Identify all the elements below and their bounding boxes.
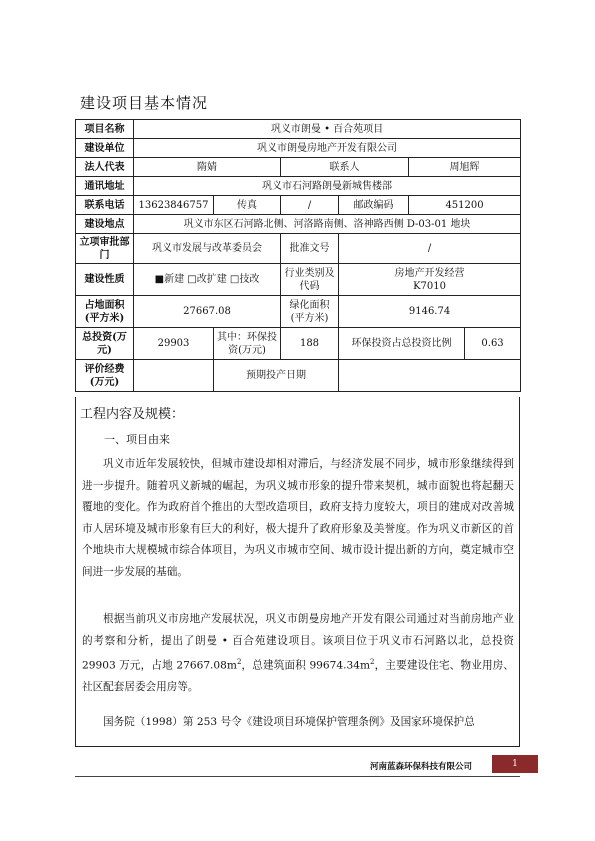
postcode-label: 邮政编码 xyxy=(339,196,409,215)
contact-label: 联系人 xyxy=(281,158,409,177)
project-name-value: 巩义市朗曼 • 百合苑项目 xyxy=(134,120,521,139)
paragraph-2-text-a: 根据当前巩义市房地产发展状况，巩义市朗曼房地产开发有限公司通过对当前房地产业的考察和分析，提出了朗曼 • 百合苑建设项目。该项目位于巩义市石河路以北，总投资 29903 万元，占地 27667.08m xyxy=(82,613,514,672)
location-value: 巩义市东区石河路北侧、河洛路南侧、洛神路西侧 D-03-01 地块 xyxy=(134,215,521,234)
superscript-2b: 2 xyxy=(370,658,375,666)
prod-date-value xyxy=(339,360,521,392)
approval-dept-value: 巩义市发展与改革委员会 xyxy=(134,234,281,264)
page-number: 1 xyxy=(492,755,538,773)
fax-label: 传真 xyxy=(214,196,281,215)
eval-fee-value xyxy=(134,360,214,392)
location-label: 建设地点 xyxy=(76,215,134,234)
nature-value: ■新建 □改扩建 □技改 xyxy=(134,264,281,296)
industry-label: 行业类别及代码 xyxy=(281,264,339,296)
builder-value: 巩义市朗曼房地产开发有限公司 xyxy=(134,139,521,158)
area-value: 27667.08 xyxy=(134,296,281,328)
env-invest-label: 其中：环保投资(万元) xyxy=(214,328,281,360)
env-ratio-label: 环保投资占总投资比例 xyxy=(339,328,465,360)
eval-fee-label: 评价经费(万元) xyxy=(76,360,134,392)
footer-company: 河南蓝森环保科技有限公司 xyxy=(370,762,473,772)
env-invest-value: 188 xyxy=(281,328,339,360)
address-value: 巩义市石河路朗曼新城售楼部 xyxy=(134,177,521,196)
approval-dept-label: 立项审批部门 xyxy=(76,234,134,264)
page-heading: 建设项目基本情况 xyxy=(80,94,209,112)
phone-value: 13623846757 xyxy=(134,196,214,215)
industry-name: 房地产开发经营 xyxy=(394,267,465,279)
fax-value: / xyxy=(281,196,339,215)
paragraph-3: 国务院（1998）第 253 号令《建设项目环境保护管理条例》及国家环境保护总 xyxy=(103,716,475,728)
green-label: 绿化面积(平方米) xyxy=(281,296,339,328)
address-label: 通讯地址 xyxy=(76,177,134,196)
postcode-value: 451200 xyxy=(409,196,521,215)
project-name-label: 项目名称 xyxy=(76,120,134,139)
paragraph-1: 巩义市近年发展较快，但城市建设却相对滞后，与经济发展不同步，城市形象继续得到进一步提升。随着巩义新城的崛起，为巩义城市形象的提升带来契机，城市面貌也将起翻天覆地的变化。作为政府首个推出的大型改造项目，政府支持力度较大，项目的建成对改善城市人居环境及城市形象有巨大的利好，极大提升了政府形象及美誉度。作为巩义市新区的首个地块市大规模城市综合体项目，为巩义市城市空间、城市设计提出新的方向，奠定城市空间进一步发展的基础。 xyxy=(82,458,514,578)
superscript-2a: 2 xyxy=(236,658,242,666)
section-title: 工程内容及规模： xyxy=(80,407,185,422)
env-ratio-value: 0.63 xyxy=(465,328,521,360)
phone-label: 联系电话 xyxy=(76,196,134,215)
contact-value: 周旭辉 xyxy=(409,158,521,177)
paragraph-2-text-b: ，总建筑面积 99674.34m xyxy=(241,659,371,672)
project-info-table xyxy=(75,119,521,392)
invest-value: 29903 xyxy=(134,328,214,360)
subsection-title: 一、项目由来 xyxy=(104,433,170,446)
approval-no-value: / xyxy=(339,234,521,264)
industry-value xyxy=(339,264,521,296)
legal-rep-label: 法人代表 xyxy=(76,158,134,177)
invest-label: 总投资(万元) xyxy=(76,328,134,360)
approval-no-label: 批准文号 xyxy=(281,234,339,264)
prod-date-label: 预期投产日期 xyxy=(214,360,339,392)
footer-rule xyxy=(75,776,520,777)
green-value: 9146.74 xyxy=(339,296,521,328)
industry-code: K7010 xyxy=(413,280,446,292)
area-label: 占地面积(平方米) xyxy=(76,296,134,328)
paragraph-2-text-c: ，主要建设住宅、物业用房、社区配套居委会用房等。 xyxy=(82,659,515,694)
builder-label: 建设单位 xyxy=(76,139,134,158)
nature-label: 建设性质 xyxy=(76,264,134,296)
legal-rep-value: 隋婧 xyxy=(134,158,281,177)
paragraph-2 xyxy=(82,609,514,699)
